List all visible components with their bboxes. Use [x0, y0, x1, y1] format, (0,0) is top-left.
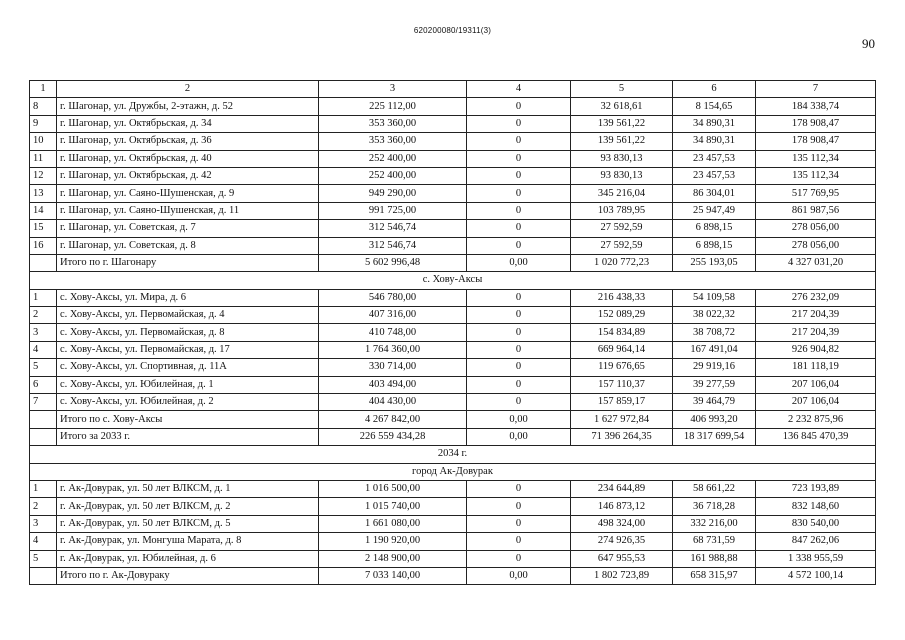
col7-value-cell: 847 262,06	[756, 533, 876, 550]
total-row	[30, 567, 876, 584]
col7-value-cell: 278 056,00	[756, 237, 876, 254]
col6-value-cell: 38 022,32	[673, 307, 756, 324]
col4-value-cell: 0	[467, 185, 571, 202]
col7-value-cell: 181 118,19	[756, 359, 876, 376]
column-number-cell: 4	[467, 81, 571, 98]
col5-value-cell: 216 438,33	[571, 289, 673, 306]
total-label-cell: Итого за 2033 г.	[57, 428, 319, 445]
col5-value-cell: 146 873,12	[571, 498, 673, 515]
table-row	[30, 167, 876, 184]
col5-value-cell: 1 627 972,84	[571, 411, 673, 428]
section-header-cell: с. Хову-Аксы	[30, 272, 876, 289]
col6-value-cell: 161 988,88	[673, 550, 756, 567]
address-cell: с. Хову-Аксы, ул. Первомайская, д. 4	[57, 307, 319, 324]
col4-value-cell: 0	[467, 533, 571, 550]
col6-value-cell: 38 708,72	[673, 324, 756, 341]
table-row	[30, 480, 876, 497]
total-row	[30, 411, 876, 428]
row-number-cell: 15	[30, 220, 57, 237]
col7-value-cell: 2 232 875,96	[756, 411, 876, 428]
col4-value-cell: 0	[467, 498, 571, 515]
col7-value-cell: 4 327 031,20	[756, 254, 876, 271]
table-body	[30, 81, 876, 585]
row-number-cell: 16	[30, 237, 57, 254]
col5-value-cell: 139 561,22	[571, 133, 673, 150]
col6-value-cell: 6 898,15	[673, 220, 756, 237]
table-row	[30, 289, 876, 306]
address-cell: г. Ак-Довурак, ул. 50 лет ВЛКСМ, д. 5	[57, 515, 319, 532]
section-header-cell: город Ак-Довурак	[30, 463, 876, 480]
col6-value-cell: 167 491,04	[673, 341, 756, 358]
col5-value-cell: 154 834,89	[571, 324, 673, 341]
col3-value-cell: 252 400,00	[319, 167, 467, 184]
col6-value-cell: 39 277,59	[673, 376, 756, 393]
col5-value-cell: 32 618,61	[571, 98, 673, 115]
col3-value-cell: 991 725,00	[319, 202, 467, 219]
table-row	[30, 115, 876, 132]
col6-value-cell: 86 304,01	[673, 185, 756, 202]
col5-value-cell: 103 789,95	[571, 202, 673, 219]
col6-value-cell: 68 731,59	[673, 533, 756, 550]
col3-value-cell: 1 190 920,00	[319, 533, 467, 550]
col7-value-cell: 135 112,34	[756, 167, 876, 184]
col4-value-cell: 0	[467, 237, 571, 254]
col7-value-cell: 135 112,34	[756, 150, 876, 167]
col7-value-cell: 723 193,89	[756, 480, 876, 497]
row-number-cell: 5	[30, 359, 57, 376]
col6-value-cell: 406 993,20	[673, 411, 756, 428]
col6-value-cell: 18 317 699,54	[673, 428, 756, 445]
col3-value-cell: 353 360,00	[319, 115, 467, 132]
col5-value-cell: 157 110,37	[571, 376, 673, 393]
col6-value-cell: 23 457,53	[673, 150, 756, 167]
col3-value-cell: 407 316,00	[319, 307, 467, 324]
col5-value-cell: 152 089,29	[571, 307, 673, 324]
col3-value-cell: 1 016 500,00	[319, 480, 467, 497]
table-row	[30, 185, 876, 202]
data-table	[29, 80, 876, 585]
col5-value-cell: 93 830,13	[571, 150, 673, 167]
col7-value-cell: 178 908,47	[756, 133, 876, 150]
address-cell: г. Шагонар, ул. Октябрьская, д. 34	[57, 115, 319, 132]
row-number-cell	[30, 411, 57, 428]
table-row	[30, 150, 876, 167]
address-cell: г. Ак-Довурак, ул. 50 лет ВЛКСМ, д. 2	[57, 498, 319, 515]
col7-value-cell: 861 987,56	[756, 202, 876, 219]
col4-value-cell: 0	[467, 324, 571, 341]
row-number-cell: 9	[30, 115, 57, 132]
table-row	[30, 202, 876, 219]
col7-value-cell: 136 845 470,39	[756, 428, 876, 445]
table-row	[30, 359, 876, 376]
address-cell: с. Хову-Аксы, ул. Юбилейная, д. 2	[57, 394, 319, 411]
table-row	[30, 376, 876, 393]
col3-value-cell: 404 430,00	[319, 394, 467, 411]
section-header-row	[30, 446, 876, 463]
table-row	[30, 498, 876, 515]
table-row	[30, 133, 876, 150]
col5-value-cell: 27 592,59	[571, 220, 673, 237]
address-cell: г. Шагонар, ул. Советская, д. 7	[57, 220, 319, 237]
col6-value-cell: 6 898,15	[673, 237, 756, 254]
col4-value-cell: 0	[467, 394, 571, 411]
col3-value-cell: 7 033 140,00	[319, 567, 467, 584]
column-number-cell: 1	[30, 81, 57, 98]
total-label-cell: Итого по г. Ак-Довураку	[57, 567, 319, 584]
col7-value-cell: 1 338 955,59	[756, 550, 876, 567]
col5-value-cell: 234 644,89	[571, 480, 673, 497]
col6-value-cell: 54 109,58	[673, 289, 756, 306]
col3-value-cell: 252 400,00	[319, 150, 467, 167]
col4-value-cell: 0,00	[467, 411, 571, 428]
col4-value-cell: 0	[467, 515, 571, 532]
row-number-cell: 13	[30, 185, 57, 202]
col4-value-cell: 0	[467, 341, 571, 358]
col5-value-cell: 345 216,04	[571, 185, 673, 202]
col7-value-cell: 207 106,04	[756, 376, 876, 393]
col3-value-cell: 546 780,00	[319, 289, 467, 306]
table-row	[30, 237, 876, 254]
table-row	[30, 324, 876, 341]
row-number-cell: 2	[30, 498, 57, 515]
col3-value-cell: 1 764 360,00	[319, 341, 467, 358]
col7-value-cell: 926 904,82	[756, 341, 876, 358]
address-cell: с. Хову-Аксы, ул. Первомайская, д. 17	[57, 341, 319, 358]
column-number-cell: 6	[673, 81, 756, 98]
col5-value-cell: 139 561,22	[571, 115, 673, 132]
col4-value-cell: 0	[467, 202, 571, 219]
address-cell: г. Ак-Довурак, ул. Монгуша Марата, д. 8	[57, 533, 319, 550]
col7-value-cell: 4 572 100,14	[756, 567, 876, 584]
col4-value-cell: 0	[467, 359, 571, 376]
col3-value-cell: 2 148 900,00	[319, 550, 467, 567]
row-number-cell: 2	[30, 307, 57, 324]
col4-value-cell: 0,00	[467, 428, 571, 445]
address-cell: г. Шагонар, ул. Дружбы, 2-этажн, д. 52	[57, 98, 319, 115]
col7-value-cell: 830 540,00	[756, 515, 876, 532]
col7-value-cell: 517 769,95	[756, 185, 876, 202]
total-label-cell: Итого по г. Шагонару	[57, 254, 319, 271]
total-label-cell: Итого по с. Хову-Аксы	[57, 411, 319, 428]
column-number-cell: 2	[57, 81, 319, 98]
column-number-cell: 3	[319, 81, 467, 98]
row-number-cell	[30, 428, 57, 445]
address-cell: г. Шагонар, ул. Саяно-Шушенская, д. 9	[57, 185, 319, 202]
address-cell: г. Шагонар, ул. Саяно-Шушенская, д. 11	[57, 202, 319, 219]
col3-value-cell: 949 290,00	[319, 185, 467, 202]
row-number-cell	[30, 567, 57, 584]
col5-value-cell: 27 592,59	[571, 237, 673, 254]
table-row	[30, 533, 876, 550]
document-code: 620200080/19311(3)	[413, 26, 492, 35]
col5-value-cell: 1 020 772,23	[571, 254, 673, 271]
row-number-cell: 5	[30, 550, 57, 567]
address-cell: г. Ак-Довурак, ул. Юбилейная, д. 6	[57, 550, 319, 567]
row-number-cell	[30, 254, 57, 271]
col7-value-cell: 184 338,74	[756, 98, 876, 115]
col6-value-cell: 25 947,49	[673, 202, 756, 219]
row-number-cell: 6	[30, 376, 57, 393]
col5-value-cell: 274 926,35	[571, 533, 673, 550]
row-number-cell: 12	[30, 167, 57, 184]
col6-value-cell: 255 193,05	[673, 254, 756, 271]
col3-value-cell: 1 661 080,00	[319, 515, 467, 532]
col6-value-cell: 58 661,22	[673, 480, 756, 497]
row-number-cell: 10	[30, 133, 57, 150]
col4-value-cell: 0	[467, 307, 571, 324]
page-number: 90	[862, 36, 875, 51]
column-number-cell: 5	[571, 81, 673, 98]
col6-value-cell: 34 890,31	[673, 133, 756, 150]
address-cell: г. Шагонар, ул. Октябрьская, д. 42	[57, 167, 319, 184]
col7-value-cell: 832 148,60	[756, 498, 876, 515]
total-row	[30, 254, 876, 271]
table-row	[30, 98, 876, 115]
row-number-cell: 8	[30, 98, 57, 115]
col3-value-cell: 5 602 996,48	[319, 254, 467, 271]
table-row	[30, 515, 876, 532]
address-cell: г. Шагонар, ул. Октябрьская, д. 40	[57, 150, 319, 167]
address-cell: с. Хову-Аксы, ул. Мира, д. 6	[57, 289, 319, 306]
col4-value-cell: 0	[467, 98, 571, 115]
col7-value-cell: 217 204,39	[756, 307, 876, 324]
col4-value-cell: 0,00	[467, 254, 571, 271]
column-number-row	[30, 81, 876, 98]
col4-value-cell: 0	[467, 167, 571, 184]
row-number-cell: 4	[30, 533, 57, 550]
col5-value-cell: 669 964,14	[571, 341, 673, 358]
row-number-cell: 1	[30, 289, 57, 306]
col3-value-cell: 226 559 434,28	[319, 428, 467, 445]
table-row	[30, 550, 876, 567]
col5-value-cell: 157 859,17	[571, 394, 673, 411]
row-number-cell: 7	[30, 394, 57, 411]
col3-value-cell: 312 546,74	[319, 237, 467, 254]
row-number-cell: 14	[30, 202, 57, 219]
col3-value-cell: 353 360,00	[319, 133, 467, 150]
col5-value-cell: 498 324,00	[571, 515, 673, 532]
col4-value-cell: 0	[467, 150, 571, 167]
total-row	[30, 428, 876, 445]
col5-value-cell: 119 676,65	[571, 359, 673, 376]
col6-value-cell: 34 890,31	[673, 115, 756, 132]
address-cell: г. Шагонар, ул. Октябрьская, д. 36	[57, 133, 319, 150]
col3-value-cell: 4 267 842,00	[319, 411, 467, 428]
table-row	[30, 341, 876, 358]
col4-value-cell: 0	[467, 115, 571, 132]
col3-value-cell: 312 546,74	[319, 220, 467, 237]
row-number-cell: 3	[30, 324, 57, 341]
col7-value-cell: 217 204,39	[756, 324, 876, 341]
col6-value-cell: 658 315,97	[673, 567, 756, 584]
col5-value-cell: 647 955,53	[571, 550, 673, 567]
address-cell: с. Хову-Аксы, ул. Спортивная, д. 11А	[57, 359, 319, 376]
section-header-row	[30, 463, 876, 480]
col3-value-cell: 1 015 740,00	[319, 498, 467, 515]
col4-value-cell: 0	[467, 133, 571, 150]
col6-value-cell: 8 154,65	[673, 98, 756, 115]
col5-value-cell: 71 396 264,35	[571, 428, 673, 445]
col4-value-cell: 0,00	[467, 567, 571, 584]
col6-value-cell: 36 718,28	[673, 498, 756, 515]
col5-value-cell: 1 802 723,89	[571, 567, 673, 584]
row-number-cell: 1	[30, 480, 57, 497]
col6-value-cell: 29 919,16	[673, 359, 756, 376]
col6-value-cell: 23 457,53	[673, 167, 756, 184]
section-header-cell: 2034 г.	[30, 446, 876, 463]
column-number-cell: 7	[756, 81, 876, 98]
col5-value-cell: 93 830,13	[571, 167, 673, 184]
col4-value-cell: 0	[467, 220, 571, 237]
address-cell: г. Ак-Довурак, ул. 50 лет ВЛКСМ, д. 1	[57, 480, 319, 497]
col7-value-cell: 276 232,09	[756, 289, 876, 306]
col3-value-cell: 410 748,00	[319, 324, 467, 341]
address-cell: г. Шагонар, ул. Советская, д. 8	[57, 237, 319, 254]
col4-value-cell: 0	[467, 289, 571, 306]
col7-value-cell: 207 106,04	[756, 394, 876, 411]
address-cell: с. Хову-Аксы, ул. Первомайская, д. 8	[57, 324, 319, 341]
table-row	[30, 220, 876, 237]
col6-value-cell: 39 464,79	[673, 394, 756, 411]
col7-value-cell: 278 056,00	[756, 220, 876, 237]
col6-value-cell: 332 216,00	[673, 515, 756, 532]
section-header-row	[30, 272, 876, 289]
row-number-cell: 4	[30, 341, 57, 358]
col7-value-cell: 178 908,47	[756, 115, 876, 132]
row-number-cell: 11	[30, 150, 57, 167]
col4-value-cell: 0	[467, 480, 571, 497]
table-row	[30, 394, 876, 411]
col4-value-cell: 0	[467, 550, 571, 567]
address-cell: с. Хову-Аксы, ул. Юбилейная, д. 1	[57, 376, 319, 393]
col4-value-cell: 0	[467, 376, 571, 393]
col3-value-cell: 225 112,00	[319, 98, 467, 115]
col3-value-cell: 330 714,00	[319, 359, 467, 376]
col3-value-cell: 403 494,00	[319, 376, 467, 393]
row-number-cell: 3	[30, 515, 57, 532]
table-row	[30, 307, 876, 324]
